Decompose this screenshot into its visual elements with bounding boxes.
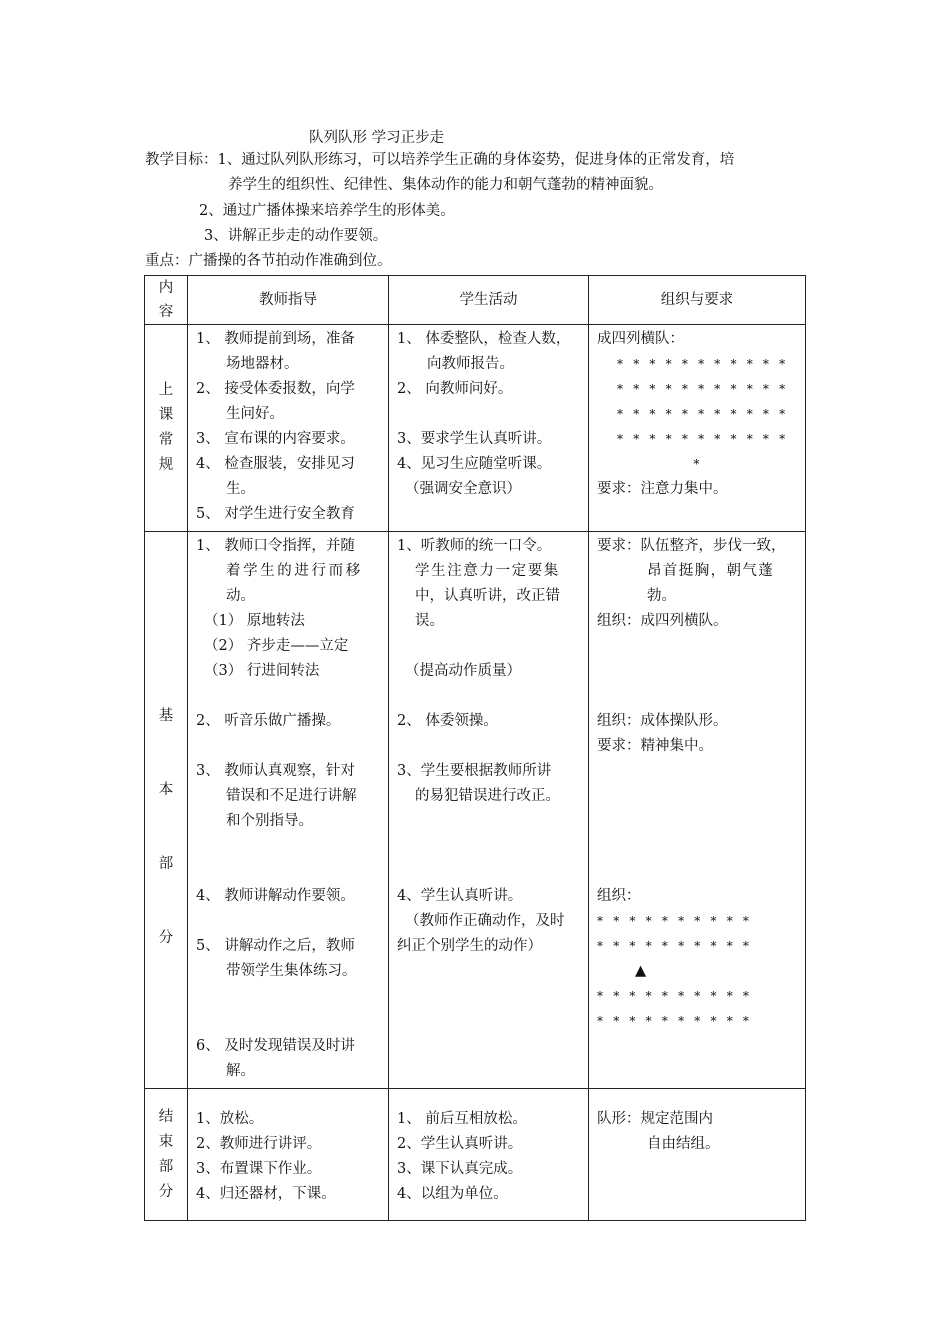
routine-organization: 成四列横队： * * * * * * * * * * * * * * * * * * * * * * * * * * * * * * * * * * * * * * * * * * * * * 要求：注意力集中。 (589, 325, 806, 532)
student-formation-row: * * * * * * * * * * * (617, 407, 789, 421)
header-organization: 组织与要求 (589, 276, 806, 325)
header-teacher: 教师指导 (188, 276, 389, 325)
objective-1-line-2: 养学生的组织性、纪律性、集体动作的能力和朝气蓬勃的精神面貌。 (228, 177, 663, 193)
header-row (145, 276, 806, 325)
objectives-label: 教学目标： (145, 152, 218, 168)
objective-3: 3、讲解正步走的动作要领。 (204, 228, 388, 244)
student-formation-row: * * * * * * * * * * * (617, 357, 789, 371)
header-student: 学生活动 (389, 276, 589, 325)
student-formation-row: * * * * * * * * * * (597, 914, 753, 928)
routine-section-name: 上 课 常 规 (145, 325, 188, 532)
student-formation-row: * * * * * * * * * * * (617, 382, 789, 396)
basic-row (145, 532, 806, 1089)
ending-section-name: 结 束 部 分 (145, 1089, 188, 1221)
objective-1-line-1: 教学目标：1、通过队列队形练习，可以培养学生正确的身体姿势，促进身体的正常发育，培 (145, 152, 735, 168)
basic-section-name: 基 本 部 分 (145, 532, 188, 1089)
basic-teacher: 1、 教师口令指挥，并随 着学生的进行而移 动。 （1） 原地转法 （2） 齐步走——立定 （3） 行进间转法 2、 听音乐做广播操。 3、 教师认真观察，针对 错误和不足进行讲解 和个别指导。 4、 教师讲解动作要领。 5、 讲解动作之后，教师 带领学生集体练习。 6、 及时发现错误及时讲 解。 (188, 532, 389, 1089)
student-formation-row: * * * * * * * * * * (597, 939, 753, 953)
page-title: 队列队形 学习正步走 (309, 130, 445, 146)
routine-student: 1、 体委整队，检查人数， 向教师报告。 2、 向教师问好。 3、要求学生认真听讲。 4、见习生应随堂听课。 （强调安全意识） (389, 325, 589, 532)
ending-teacher: 1、放松。 2、教师进行讲评。 3、布置课下作业。 4、归还器材，下课。 (188, 1089, 389, 1221)
lesson-plan-table (144, 275, 806, 1221)
routine-teacher: 1、 教师提前到场，准备 场地器材。 2、 接受体委报数，向学 生问好。 3、 宣布课的内容要求。 4、 检查服装，安排见习 生。 5、 对学生进行安全教育 (188, 325, 389, 532)
lesson-focus: 重点：广播操的各节拍动作准确到位。 (145, 253, 392, 269)
student-formation-row: * * * * * * * * * * (597, 1014, 753, 1028)
ending-row (145, 1089, 806, 1221)
teacher-position-icon: ▲ (635, 963, 647, 979)
objective-2: 2、通过广播体操来培养学生的形体美。 (199, 203, 455, 219)
ending-student: 1、 前后互相放松。 2、学生认真听讲。 3、课下认真完成。 4、以组为单位。 (389, 1089, 589, 1221)
header-content: 内 容 (145, 276, 188, 325)
ending-organization: 队形：规定范围内 自由结组。 (589, 1089, 806, 1221)
basic-organization: 要求：队伍整齐，步伐一致， 昂首挺胸，朝气蓬 勃。 组织：成四列横队。 组织：成体操队形。 要求：精神集中。 组织： * * * * * * * * * * * * * * * * * * * * ▲ * * * * * * * * * * * * * * * * * * * * (589, 532, 806, 1089)
student-formation-row: * * * * * * * * * * * (617, 432, 789, 446)
student-formation-row: * * * * * * * * * * (597, 989, 753, 1003)
routine-row (145, 325, 806, 532)
leader-mark: * (693, 457, 703, 471)
basic-student: 1、听教师的统一口令。 学生注意力一定要集 中，认真听讲，改正错 误。 （提高动作质量） 2、 体委领操。 3、学生要根据教师所讲 的易犯错误进行改正。 4、学生认真听讲。 （教师作正确动作，及时 纠正个别学生的动作） (389, 532, 589, 1089)
